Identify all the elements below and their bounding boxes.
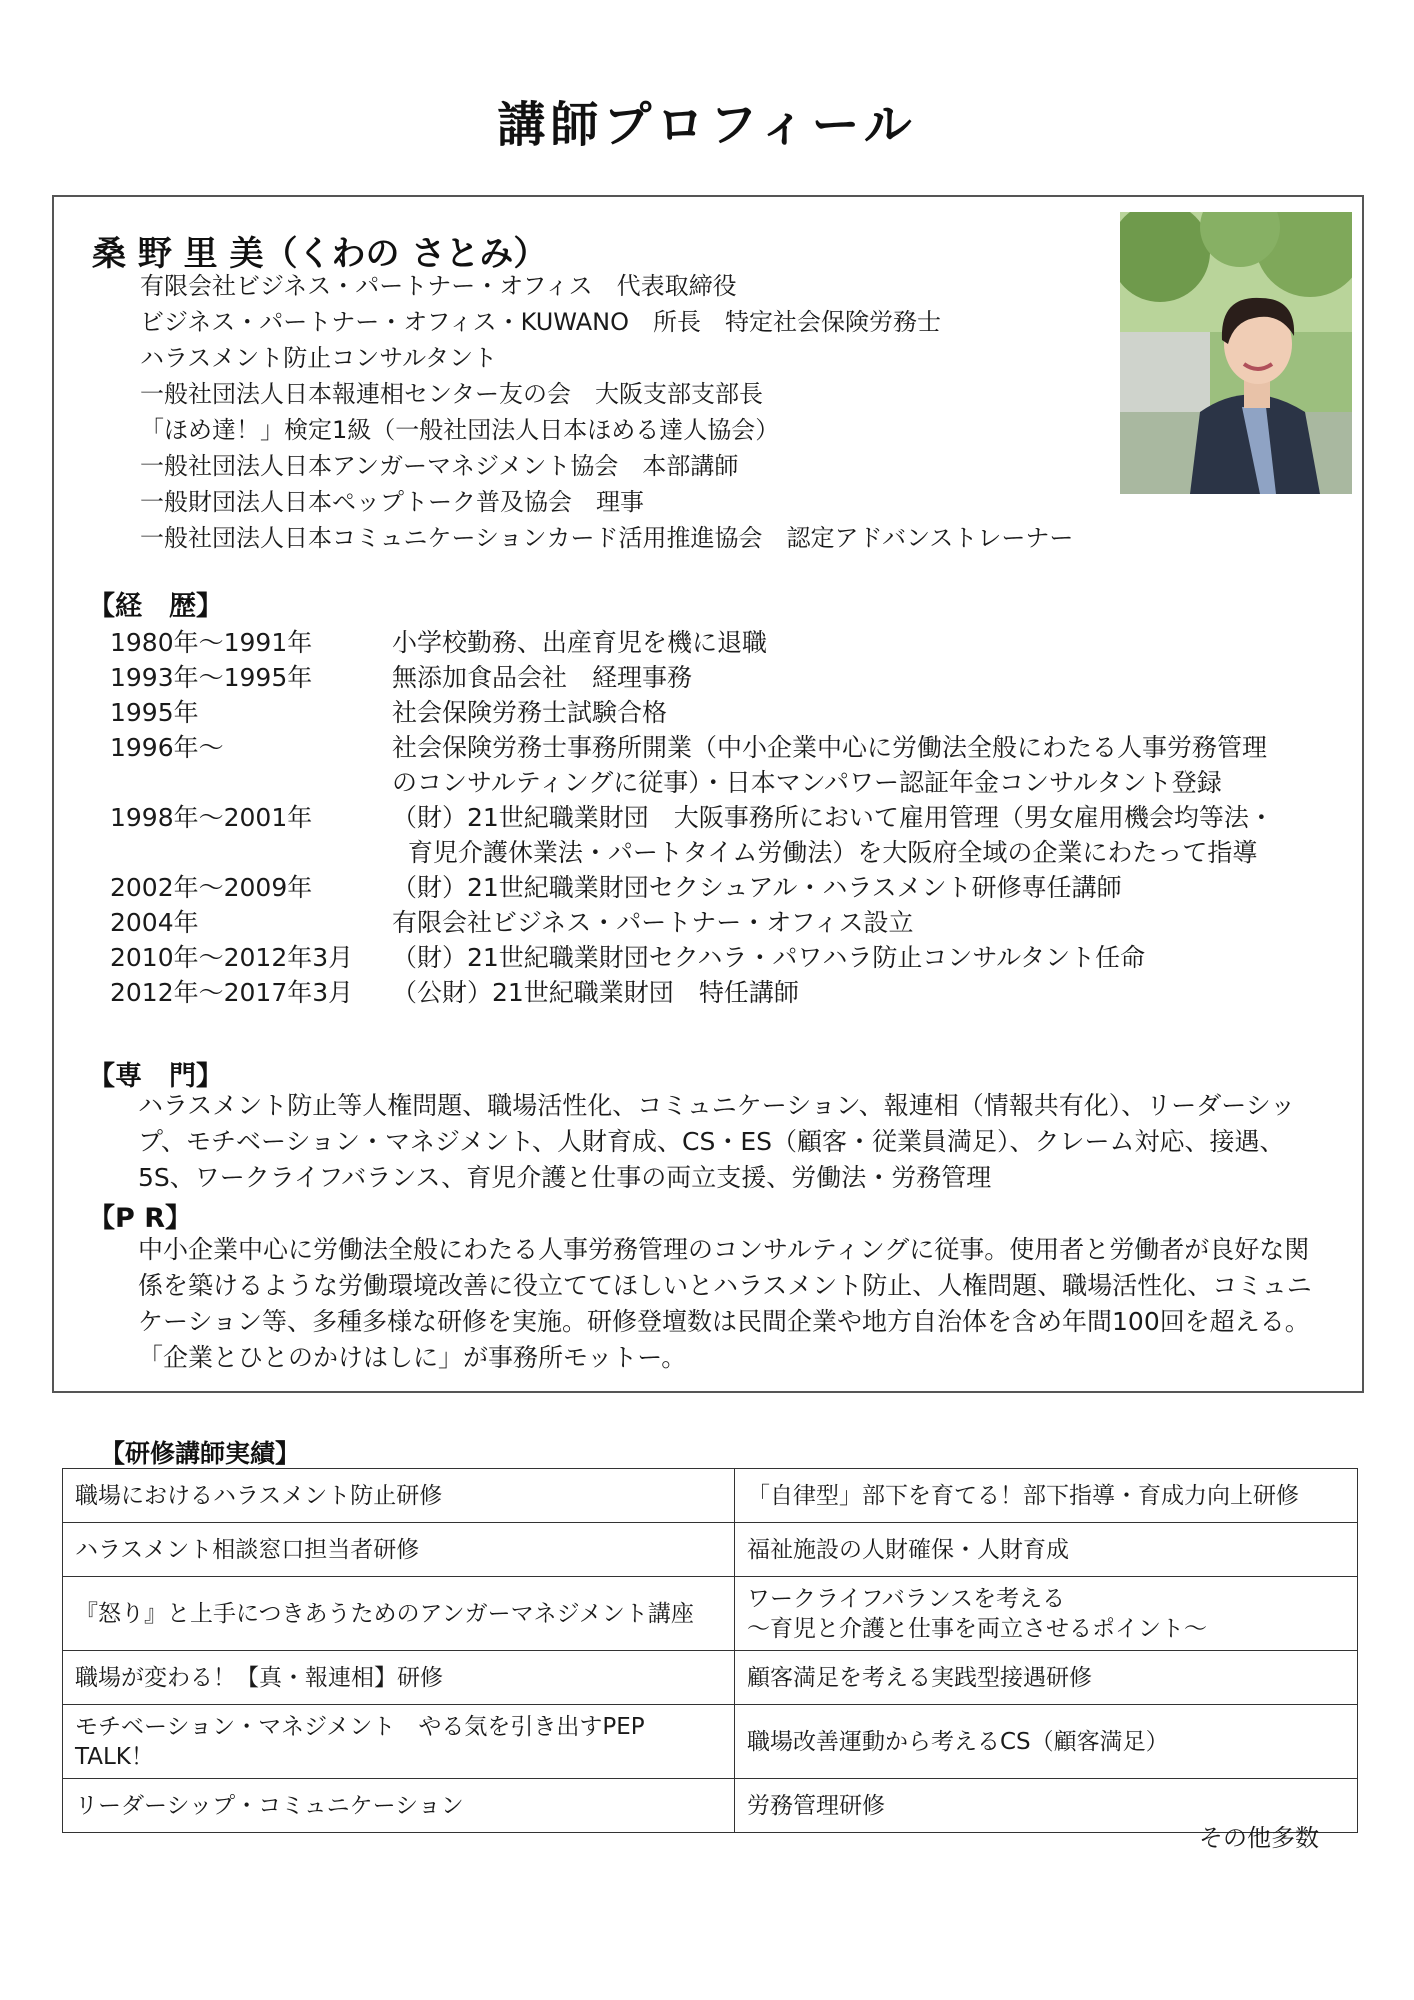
table-row xyxy=(63,1651,1358,1705)
results-heading: 【研修講師実績】 xyxy=(100,1439,301,1468)
career-year xyxy=(110,765,392,800)
career-year xyxy=(110,835,392,870)
career-year: 2010年～2012年3月 xyxy=(110,943,354,972)
career-row xyxy=(110,975,1274,1010)
career-heading: 【経 歴】 xyxy=(88,591,223,622)
pr-text: 中小企業中心に労働法全般にわたる人事労務管理のコンサルティングに従事。使用者と労働者が良好な関係を築けるような労働環境改善に役立ててほしいとハラスメント防止、人権問題、職場活性化、コミュニケーション等、多種多様な研修を実施。研修登壇数は民間企業や地方自治体を含め年間100回を超える。「企業とひとのかけはしに」が事務所モットー。 xyxy=(138,1235,1312,1372)
career-year: 2004年 xyxy=(110,908,199,937)
table-row xyxy=(63,1779,1358,1833)
career-year: 2002年～2009年 xyxy=(110,873,313,902)
table-cell: 福祉施設の人財確保・人財育成 xyxy=(735,1523,1358,1577)
table-cell: 顧客満足を考える実践型接遇研修 xyxy=(735,1651,1358,1705)
career-description: 社会保険労務士事務所開業（中小企業中心に労働法全般にわたる人事労務管理 xyxy=(392,733,1268,762)
career-row xyxy=(110,730,1274,765)
position-item: 一般財団法人日本ペップトーク普及協会 理事 xyxy=(140,488,644,516)
career-row xyxy=(110,835,1274,870)
position-item: ビジネス・パートナー・オフィス・KUWANO 所長 特定社会保険労務士 xyxy=(140,308,941,336)
career-description: 有限会社ビジネス・パートナー・オフィス設立 xyxy=(392,908,914,937)
specialty-heading: 【専 門】 xyxy=(88,1061,223,1092)
career-row xyxy=(110,695,1274,730)
profile-photo xyxy=(1120,212,1352,494)
career-year: 2012年～2017年3月 xyxy=(110,978,354,1007)
career-row xyxy=(110,940,1274,975)
instructor-name: 桑 野 里 美（くわの さとみ） xyxy=(92,234,548,274)
career-description: 社会保険労務士試験合格 xyxy=(392,698,668,727)
table-cell: 「自律型」部下を育てる！部下指導・育成力向上研修 xyxy=(735,1469,1358,1523)
career-row xyxy=(110,800,1274,835)
career-description: のコンサルティングに従事）・日本マンパワー認証年金コンサルタント登録 xyxy=(392,768,1222,797)
career-row xyxy=(110,625,1274,660)
career-year: 1998年～2001年 xyxy=(110,803,313,832)
career-description: （財）21世紀職業財団セクハラ・パワハラ防止コンサルタント任命 xyxy=(392,943,1146,972)
career-row xyxy=(110,765,1274,800)
pr-heading: 【P R】 xyxy=(88,1203,192,1234)
table-cell: ハラスメント相談窓口担当者研修 xyxy=(63,1523,735,1577)
career-row xyxy=(110,905,1274,940)
footnote: その他多数 xyxy=(1199,1824,1319,1852)
table-cell: 職場が変わる！【真・報連相】研修 xyxy=(63,1651,735,1705)
position-item: 一般社団法人日本コミュニケーションカード活用推進協会 認定アドバンストレーナー xyxy=(140,524,1074,552)
table-row xyxy=(63,1577,1358,1651)
career-description: 小学校勤務、出産育児を機に退職 xyxy=(392,628,768,657)
career-list xyxy=(110,625,1274,1010)
career-row xyxy=(110,660,1274,695)
position-item: 一般社団法人日本アンガーマネジメント協会 本部講師 xyxy=(140,452,739,480)
career-description: （財）21世紀職業財団セクシュアル・ハラスメント研修専任講師 xyxy=(392,873,1122,902)
career-year: 1995年 xyxy=(110,698,199,727)
position-item: 有限会社ビジネス・パートナー・オフィス 代表取締役 xyxy=(140,272,737,300)
career-description: 無添加食品会社 経理事務 xyxy=(392,663,693,692)
table-cell: 職場におけるハラスメント防止研修 xyxy=(63,1469,735,1523)
table-row xyxy=(63,1705,1358,1779)
career-description: （公財）21世紀職業財団 特任講師 xyxy=(392,978,799,1007)
career-description: 育児介護休業法・パートタイム労働法）を大阪府全域の企業にわたって指導 xyxy=(392,838,1258,867)
training-results-table xyxy=(62,1468,1358,1833)
table-cell: 労務管理研修 xyxy=(735,1779,1358,1833)
table-cell: リーダーシップ・コミュニケーション xyxy=(63,1779,735,1833)
position-item: 「ほめ達！」検定1級（一般社団法人日本ほめる達人協会） xyxy=(140,416,780,444)
table-cell: 『怒り』と上手につきあうためのアンガーマネジメント講座 xyxy=(63,1577,735,1651)
table-cell: モチベーション・マネジメント やる気を引き出すPEP TALK！ xyxy=(63,1705,735,1779)
table-cell: 職場改善運動から考えるCS（顧客満足） xyxy=(735,1705,1358,1779)
career-row xyxy=(110,870,1274,905)
table-cell: ワークライフバランスを考える ～育児と介護と仕事を両立させるポイント～ xyxy=(735,1577,1358,1651)
page-title: 講師プロフィール xyxy=(497,97,917,153)
table-row xyxy=(63,1469,1358,1523)
career-year: 1993年～1995年 xyxy=(110,663,313,692)
position-item: ハラスメント防止コンサルタント xyxy=(140,344,498,372)
career-year: 1980年～1991年 xyxy=(110,628,313,657)
specialty-text: ハラスメント防止等人権問題、職場活性化、コミュニケーション、報連相（情報共有化）、リーダーシップ、モチベーション・マネジメント、人財育成、CS・ES（顧客・従業員満足）、クレーム対応、接遇、5S、ワークライフバランス、育児介護と仕事の両立支援、労働法・労務管理 xyxy=(138,1091,1296,1192)
portrait-image xyxy=(1120,212,1352,494)
position-list xyxy=(140,268,1073,556)
career-description: （財）21世紀職業財団 大阪事務所において雇用管理（男女雇用機会均等法・ xyxy=(392,803,1274,832)
position-item: 一般社団法人日本報連相センター友の会 大阪支部支部長 xyxy=(140,380,764,408)
career-year: 1996年～ xyxy=(110,733,224,762)
table-row xyxy=(63,1523,1358,1577)
